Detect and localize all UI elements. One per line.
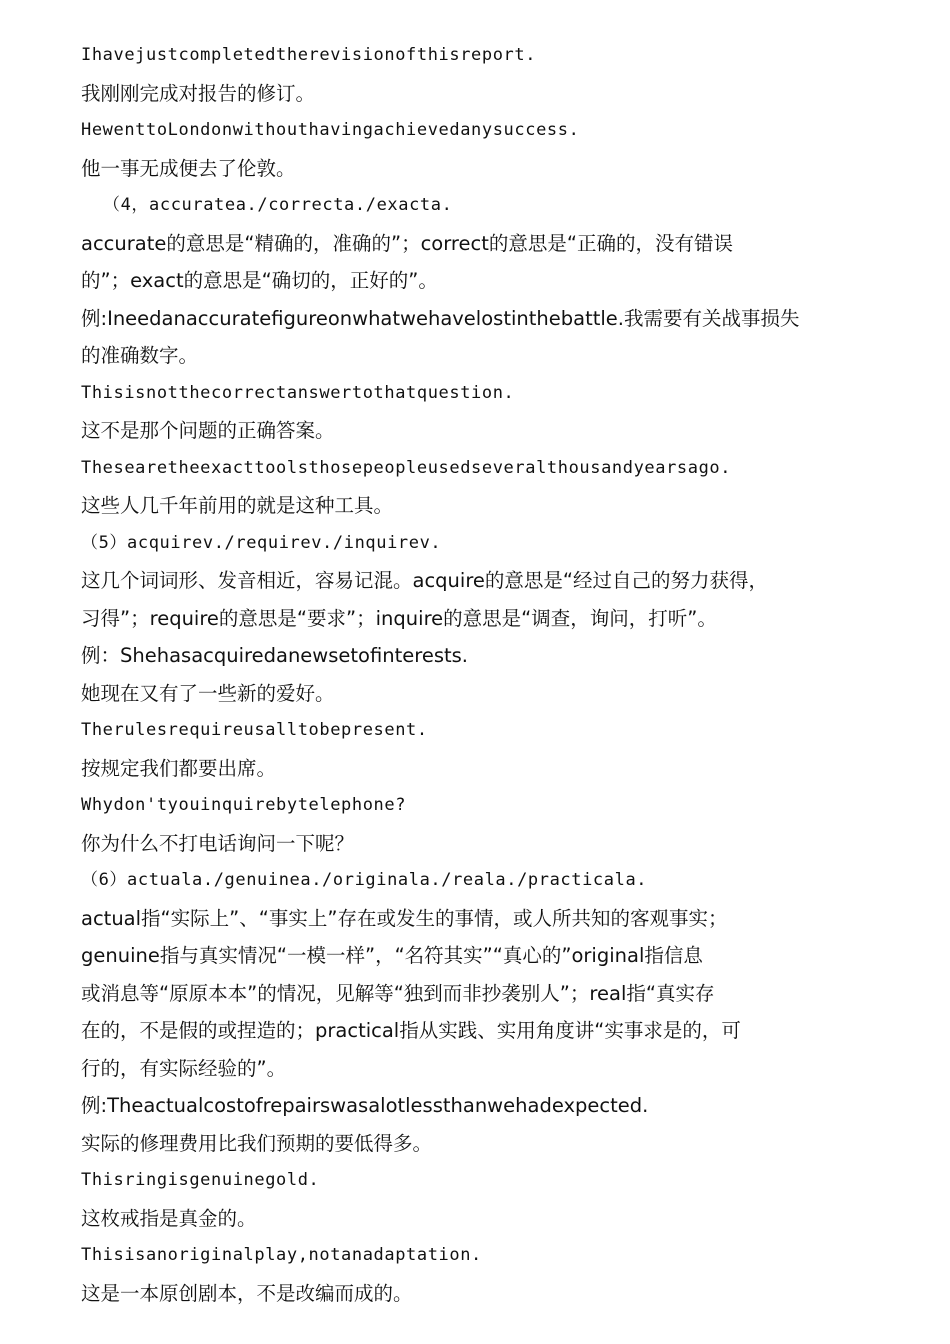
text-line: 的”；exact的意思是“确切的，正好的”。 [81, 269, 438, 292]
text-line: Ihavejustcompletedtherevisionofthisreport. [81, 45, 537, 65]
text-line: 在的，不是假的或捏造的；practical指从实践、实用角度讲“实事求是的，可 [81, 1019, 741, 1042]
text-line: Thisringisgenuinegold. [81, 1170, 320, 1190]
text-line: 按规定我们都要出席。 [81, 756, 277, 780]
text-line: 例:Theactualcostofrepairswasalotlessthanwehadexpected. [81, 1094, 649, 1117]
text-line: 这枚戒指是真金的。 [81, 1206, 257, 1230]
text-line: 这几个词词形、发音相近，容易记混。acquire的意思是“经过自己的努力获得， [81, 569, 769, 592]
text-line: Thesearetheexacttoolsthosepeopleusedseveralthousandyearsago. [81, 457, 732, 478]
text-line: 你为什么不打电话询问一下呢？ [81, 831, 355, 855]
text-line: 他一事无成便去了伦敦。 [81, 156, 296, 180]
text-line: accurate的意思是“精确的，准确的”；correct的意思是“正确的，没有错误 [81, 231, 733, 255]
text-line: 行的，有实际经验的”。 [81, 1056, 287, 1080]
text-line: 她现在又有了一些新的爱好。 [81, 681, 335, 705]
text-line: genuine指与真实情况“一模一样”，“名符其实”“真心的”original指信息 [81, 944, 703, 967]
text-line: Therulesrequireusalltobepresent. [81, 720, 428, 740]
text-line: 例:Ineedanaccuratefigureonwhatwehavelostinthebattle.我需要有关战事损失 [81, 306, 800, 330]
text-line: Thisisanoriginalplay,notanadaptation. [81, 1245, 482, 1265]
text-line: Thisisnotthecorrectanswertothatquestion. [81, 382, 515, 403]
text-line: HewenttoLondonwithouthavingachievedanysuccess. [81, 120, 580, 140]
text-line: 的准确数字。 [81, 344, 199, 367]
text-line: 例：Shehasacquiredanewsetofinterests. [81, 644, 469, 667]
text-line: 这是一本原创剧本，不是改编而成的。 [81, 1281, 413, 1305]
text-line: 实际的修理费用比我们预期的要低得多。 [81, 1131, 433, 1155]
section-heading: （5）acquirev./requirev./inquirev. [81, 532, 442, 553]
text-line: 这不是那个问题的正确答案。 [81, 419, 335, 442]
text-line: 习得”；require的意思是“要求”；inquire的意思是“调查，询问，打听”。 [81, 606, 717, 630]
text-line: actual指“实际上”、“事实上”存在或发生的事情，或人所共知的客观事实； [81, 906, 728, 930]
text-line: 这些人几千年前用的就是这种工具。 [81, 494, 394, 517]
section-heading: （4，accuratea./correcta./exacta. [103, 195, 453, 215]
section-heading: （6）actuala./genuinea./originala./reala./practicala. [81, 870, 648, 890]
text-line: 我刚刚完成对报告的修订。 [81, 81, 316, 105]
text-line: Whydon'tyouinquirebytelephone? [81, 795, 407, 815]
text-line: 或消息等“原原本本”的情况，见解等“独到而非抄袭别人”；real指“真实存 [81, 981, 715, 1005]
